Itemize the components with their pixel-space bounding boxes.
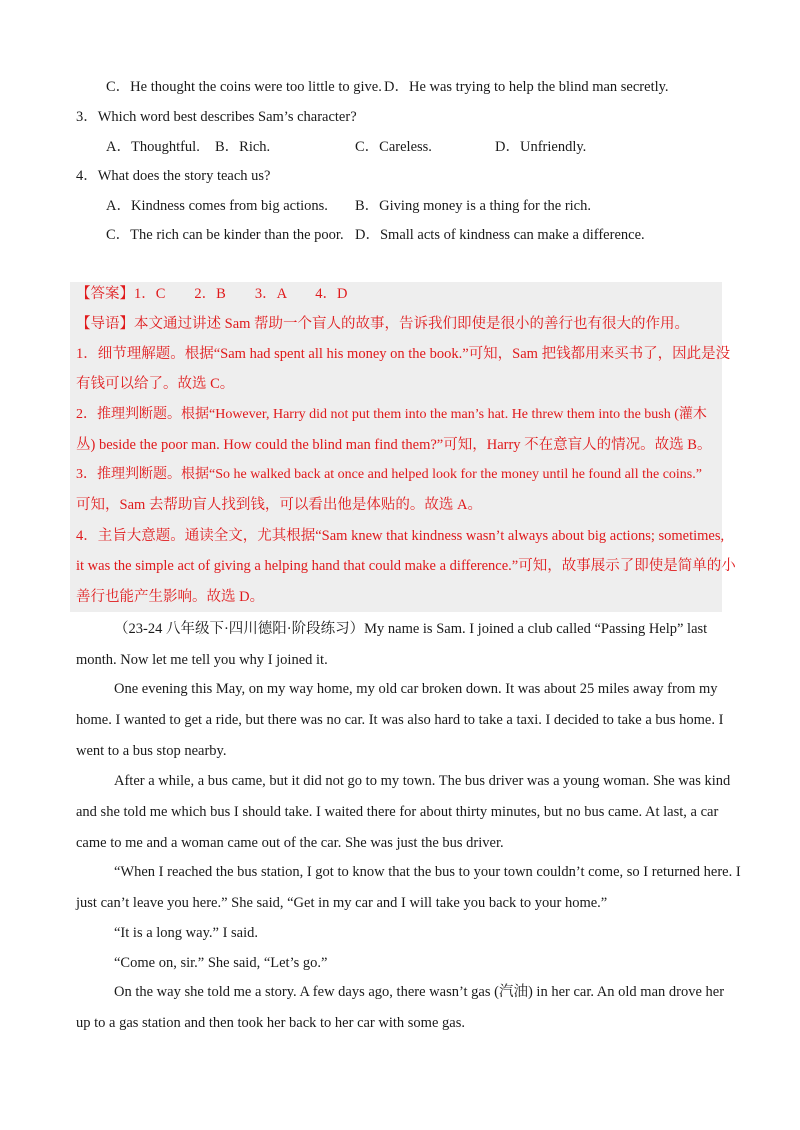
q3-option-d: D．Unfriendly. [495,139,587,155]
q4-option-c: C．The rich can be kinder than the poor. [106,227,344,243]
passage-p7-line-1: On the way she told me a story. A few days ago, there wasn’t gas (汽油) in her car. An old man drove her [114,984,725,1000]
q2-option-c: C．He thought the coins were too little to give. [106,79,382,95]
explanation-1-line-2: 有钱可以给了。故选 C。 [76,376,235,392]
q4-option-a: A．Kindness comes from big actions. [106,198,328,214]
passage-p2-line-3: went to a bus stop nearby. [76,743,227,759]
passage-paragraph-7 [76,977,725,1039]
passage-p3-line-1: After a while, a bus came, but it did not go to my town. The bus driver was a young woman. She was kind [114,773,731,789]
q3-option-a: A．Thoughtful. [106,139,200,155]
passage-p7-line-2: up to a gas station and then took her back to her car with some gas. [76,1015,465,1031]
passage-p2-line-2: home. I wanted to get a ride, but there was no car. It was also hard to take a taxi. I decided to take a bus home. I [76,712,724,728]
passage-p1-line-2: month. Now let me tell you why I joined it. [76,652,328,668]
passage-p4-line-1: “When I reached the bus station, I got to know that the bus to your town couldn’t come, so I returned here. I [114,864,741,880]
passage-p3-line-2: and she told me which bus I should take. I waited there for about thirty minutes, but no bus came. At last, a car [76,804,719,820]
passage-p6: “Come on, sir.” She said, “Let’s go.” [114,955,328,971]
answer-guide: 【导语】本文通过讲述 Sam 帮助一个盲人的故事，告诉我们即使是很小的善行也有很大的作用。 [76,316,690,332]
passage-paragraph-1 [76,614,722,676]
explanation-4-line-2: it was the simple act of giving a helping hand that could make a difference.”可知，故事展示了即使是简单的小 [76,558,736,574]
passage-p2-line-1: One evening this May, on my way home, my old car broken down. It was about 25 miles away from my [114,681,718,697]
passage-paragraph-2 [76,674,722,767]
passage-paragraph-3 [76,766,731,859]
q4-stem: 4．What does the story teach us? [76,168,271,184]
explanation-3-line-2: 可知，Sam 去帮助盲人找到钱，可以看出他是体贴的。故选 A。 [76,497,482,513]
explanation-3-line-1: 3．推理判断题。根据“So he walked back at once and helped look for the money until he found all the coins.” [76,467,702,482]
passage-p5: “It is a long way.” I said. [114,925,259,941]
passage-paragraph-6 [76,948,722,979]
explanation-4-line-1: 4．主旨大意题。通读全文，尤其根据“Sam knew that kindness wasn’t always about big actions; sometimes, [76,528,725,544]
q2-option-d: D．He was trying to help the blind man secretly. [384,79,669,95]
answer-key: 【答案】1．C 2．B 3．A 4．D [76,286,348,302]
q4-option-b: B．Giving money is a thing for the rich. [355,198,591,214]
explanation-1-line-1: 1．细节理解题。根据“Sam had spent all his money on the book.”可知，Sam 把钱都用来买书了，因此是没 [76,346,731,362]
q3-option-b: B．Rich. [215,139,271,155]
passage-paragraph-4 [76,857,741,919]
passage-p4-line-2: just can’t leave you here.” She said, “Get in my car and I will take you back to your home.” [76,895,608,911]
explanation-2-line-1: 2．推理判断题。根据“However, Harry did not put them into the man’s hat. He threw them into the bush (灌木 [76,407,707,422]
explanation-4-line-3: 善行也能产生影响。故选 D。 [76,589,265,605]
passage-p3-line-3: came to me and a woman came out of the car. She was just the bus driver. [76,835,504,851]
q3-stem: 3．Which word best describes Sam’s character? [76,109,357,125]
q4-option-d: D．Small acts of kindness can make a difference. [355,227,645,243]
passage-paragraph-5 [76,918,722,949]
explanation-2-line-2: 丛) beside the poor man. How could the blind man find them?”可知，Harry 不在意盲人的情况。故选 B。 [76,437,712,453]
passage-p1-line-1: （23-24 八年级下·四川德阳·阶段练习）My name is Sam. I joined a club called “Passing Help” last [114,621,708,637]
q3-option-c: C．Careless. [355,139,432,155]
